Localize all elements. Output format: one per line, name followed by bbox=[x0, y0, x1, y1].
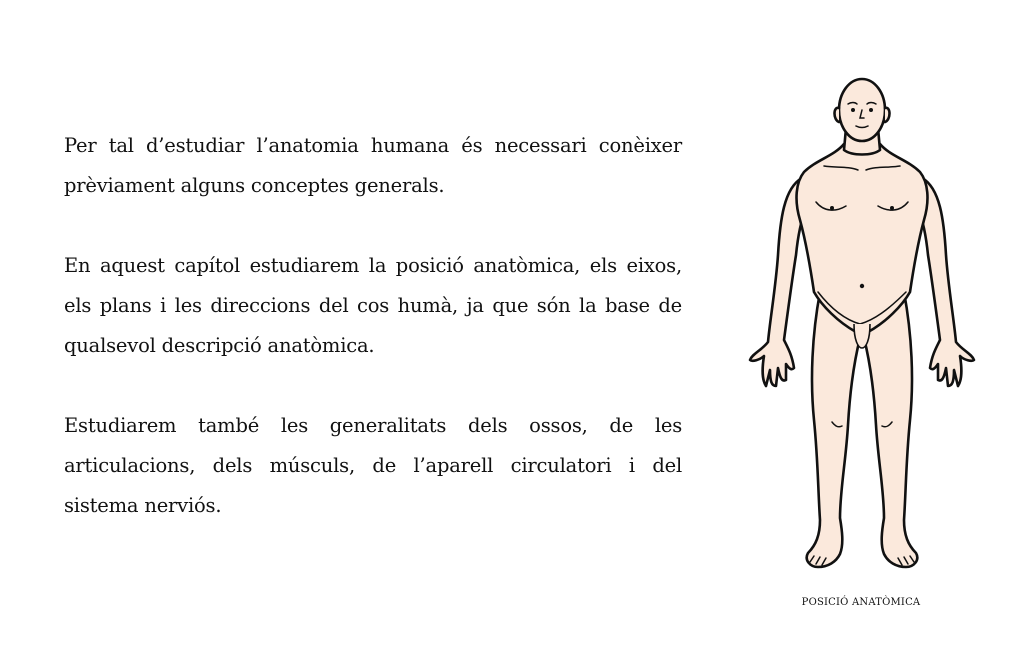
right-nipple bbox=[890, 206, 894, 210]
paragraph-chapter-scope: En aquest capítol estudiarem la posició anatòmica, els eixos, els plans i les direccions del cos humà, ja que són la base de qualsevol descripció anatòmica. bbox=[64, 254, 682, 357]
right-ear bbox=[885, 108, 890, 122]
human-body-illustration bbox=[740, 70, 984, 580]
figure-caption: POSICIÓ ANATÒMICA bbox=[801, 597, 921, 608]
right-eye bbox=[869, 108, 873, 112]
paragraph-generalities: Estudiarem també les generalitats dels ossos, de les articulacions, dels músculs, de l’aparell circulatori i del sistema nerviós. bbox=[64, 414, 682, 517]
left-ear bbox=[835, 108, 840, 122]
left-eye bbox=[851, 108, 855, 112]
left-nipple bbox=[830, 206, 834, 210]
torso bbox=[797, 144, 928, 332]
paragraph-intro: Per tal d’estudiar l’anatomia humana és necessari conèixer prèviament alguns conceptes generals. bbox=[64, 134, 682, 197]
body-text bbox=[64, 126, 682, 566]
anatomical-position-figure bbox=[740, 70, 984, 580]
navel bbox=[860, 284, 864, 288]
